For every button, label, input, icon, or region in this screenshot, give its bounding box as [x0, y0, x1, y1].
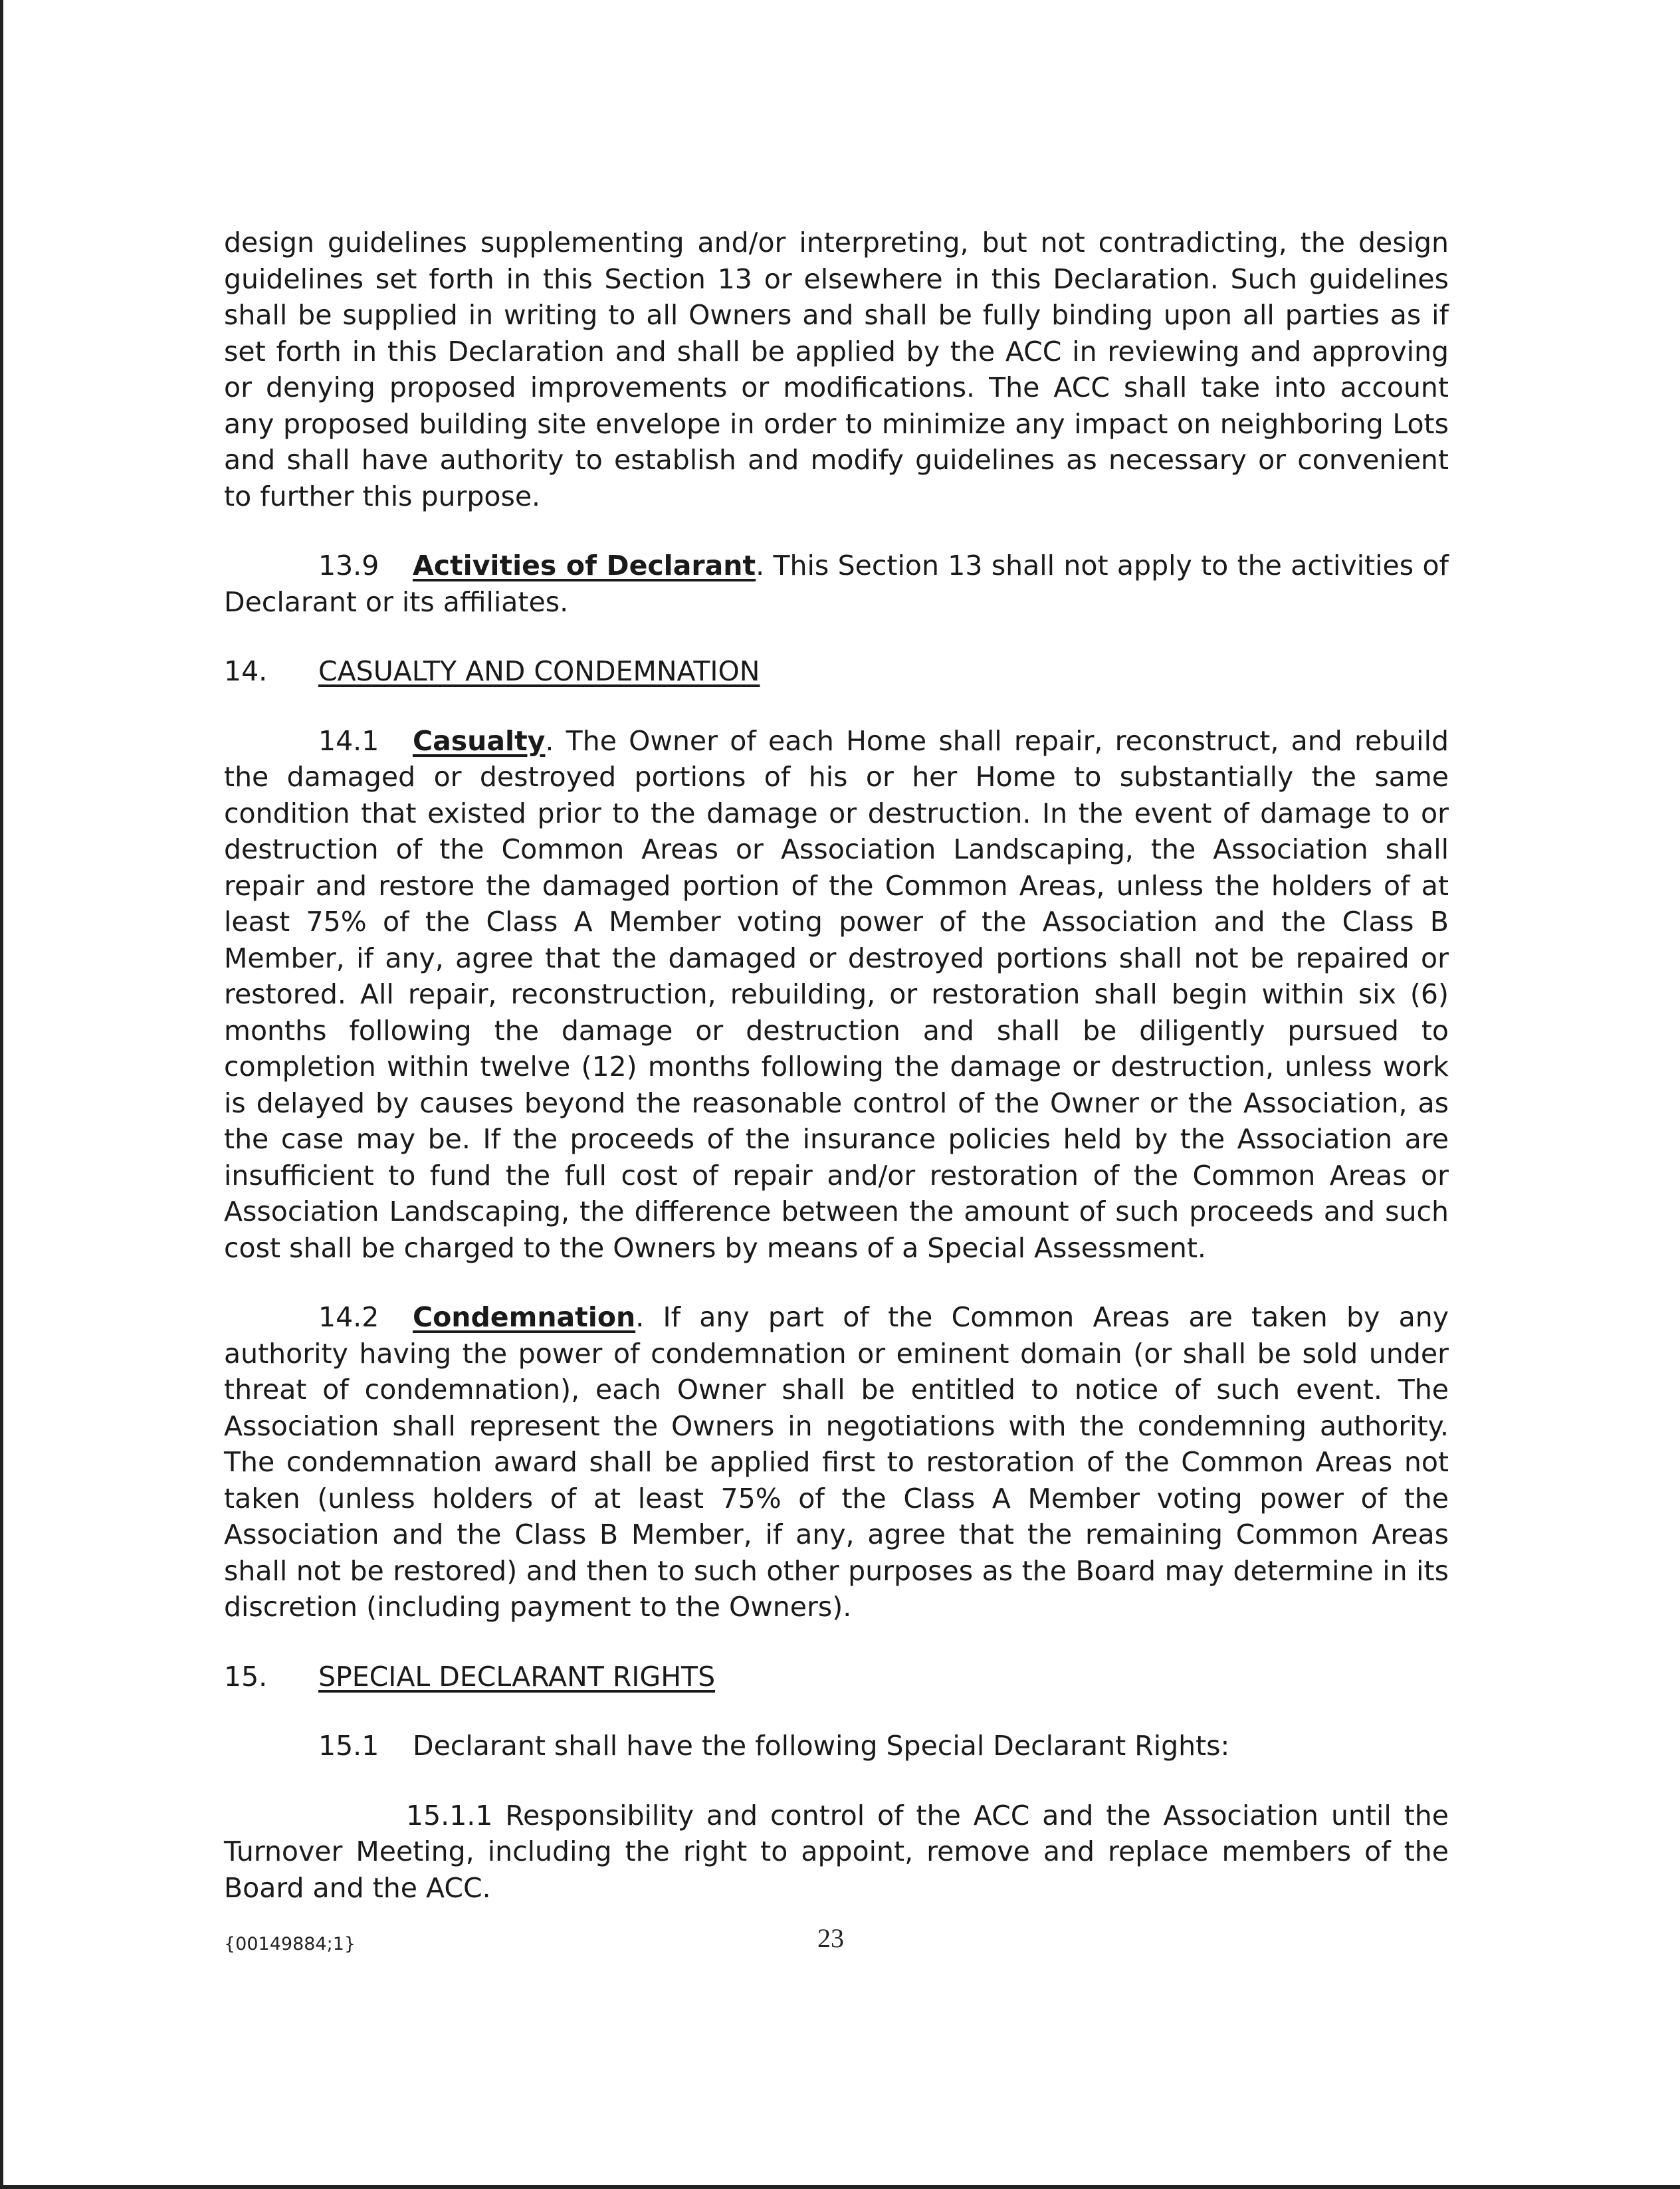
section-title: Activities of Declarant [413, 550, 756, 581]
section-15-heading [224, 1659, 1449, 1695]
section-13-9 [224, 548, 1449, 620]
section-number: 15.1.1 [406, 1799, 493, 1831]
section-number: 13.9 [318, 550, 379, 581]
document-id: {00149884;1} [224, 1934, 356, 1954]
page-number: 23 [817, 1923, 844, 1953]
section-15-1 [224, 1728, 1449, 1764]
section-number: 14.1 [318, 724, 379, 757]
scan-edge-left [0, 0, 3, 2189]
heading-number: 15. [224, 1660, 268, 1693]
heading-number: 14. [224, 655, 268, 687]
scan-edge-bottom [0, 2185, 1680, 2189]
spacer [224, 1625, 1449, 1659]
section-text: . The Owner of each Home shall repair, reconstruct, and rebuild the damaged or destroyed portions of his or her Home to substantially the same condition that existed prior to the damage or destruction. In the event of damage to or destruction of the Common Areas or Association Landscaping, the Association shall repair and restore the damaged portion of the Common Areas, unless the holders of at least 75% of the Class A Member voting power of the Association and the Class B Member, if any, agree that the damaged or destroyed portions shall not be repaired or restored. All repair, reconstruction, rebuilding, or restoration shall begin within six (6) months following the damage or destruction and shall be diligently pursued to completion within twelve (12) months following the damage or destruction, unless work is delayed by causes beyond the reasonable control of the Owner or the Association, as the case may be. If the proceeds of the insurance policies held by the Association are insufficient to fund the full cost of repair and/or restoration of the Common Areas or Association Landscaping, the difference between the amount of such proceeds and such cost shall be charged to the Owners by means of a Special Assessment. [224, 724, 1449, 1264]
section-14-2 [224, 1299, 1449, 1625]
heading-title: CASUALTY AND CONDEMNATION [318, 655, 760, 687]
section-15-1-1 [224, 1798, 1449, 1907]
section-text: Responsibility and control of the ACC and the Association until the Turnover Meeting, including the right to appoint, remove and replace members of the Board and the ACC. [224, 1799, 1449, 1904]
heading-title: SPECIAL DECLARANT RIGHTS [318, 1660, 716, 1693]
section-14-1 [224, 723, 1449, 1267]
section-number: 15.1 [318, 1730, 379, 1762]
document-body [224, 225, 1449, 1906]
spacer [224, 620, 1449, 653]
spacer [224, 1266, 1449, 1299]
section-number: 14.2 [318, 1301, 379, 1333]
spacer [224, 514, 1449, 548]
spacer [224, 1695, 1449, 1728]
section-title: Condemnation [413, 1301, 636, 1333]
section-title: Casualty [413, 724, 546, 757]
spacer [224, 1764, 1449, 1798]
section-text: Declarant shall have the following Special Declarant Rights: [413, 1730, 1230, 1762]
section-14-heading [224, 653, 1449, 690]
spacer [224, 690, 1449, 723]
continuation-paragraph: design guidelines supplementing and/or interpreting, but not contradicting, the design guidelines set forth in this Section 13 or elsewhere in this Declaration. Such guidelines shall be supplied in writing to all Owners and shall be fully binding upon all parties as if set forth in this Declaration and shall be applied by the ACC in reviewing and approving or denying proposed improvements or modifications. The ACC shall take into account any proposed building site envelope in order to minimize any impact on neighboring Lots and shall have authority to establish and modify guidelines as necessary or convenient to further this purpose. [224, 227, 1449, 512]
section-text: . If any part of the Common Areas are taken by any authority having the power of condemnation or eminent domain (or shall be sold under threat of condemnation), each Owner shall be entitled to notice of such event. The Association shall represent the Owners in negotiations with the condemning authority. The condemnation award shall be applied first to restoration of the Common Areas not taken (unless holders of at least 75% of the Class A Member voting power of the Association and the Class B Member, if any, agree that the remaining Common Areas shall not be restored) and then to such other purposes as the Board may determine in its discretion (including payment to the Owners). [224, 1301, 1449, 1623]
section-text: . This Section 13 shall not apply to the activities of Declarant or its affiliates. [224, 550, 1449, 618]
